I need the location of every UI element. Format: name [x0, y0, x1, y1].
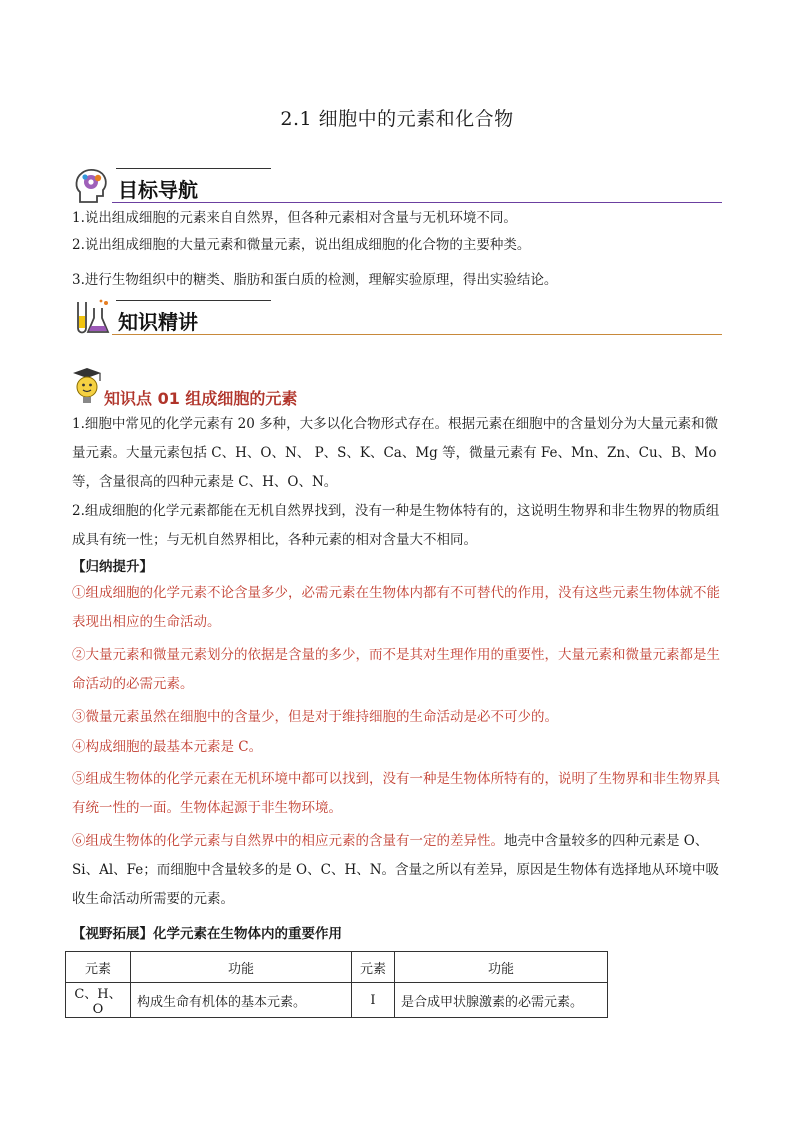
- brain-gears-icon: [72, 166, 112, 206]
- table-header-row: [66, 952, 608, 983]
- header-topline: [116, 168, 271, 169]
- section-header-knowledge: [72, 298, 722, 338]
- summary-item-6-highlight: ⑥组成生物体的化学元素与自然界中的相应元素的含量有一定的差异性。: [72, 833, 504, 849]
- summary-item-6: [72, 827, 724, 914]
- summary-item-6-text: 地壳中含量较多的四种元素是 O、Si、Al、Fe；而细胞中含量较多的是 O、C、H、N。含量之所以有差异，原因是生物体有选择地从环境中吸收生命活动所需要的元素。: [72, 833, 720, 907]
- lightbulb-icon: [70, 366, 104, 406]
- section-underline: [112, 202, 722, 203]
- knowledge-point-header: [70, 366, 470, 406]
- table-cell: I: [352, 983, 395, 1018]
- table-cell: 构成生命有机体的基本元素。: [131, 983, 352, 1018]
- section-title-knowledge: 知识精讲: [118, 310, 198, 334]
- section-title-goals: 目标导航: [118, 178, 198, 202]
- summary-item-5: ⑤组成生物体的化学元素在无机环境中都可以找到，没有一种是生物体所特有的，说明了生物界和非生物界具有统一性的一面。生物体起源于非生物环境。: [72, 771, 720, 816]
- elements-table: [65, 951, 608, 1018]
- table-row: [66, 983, 608, 1018]
- page-title: 2.1 细胞中的元素和化合物: [280, 108, 514, 130]
- expand-heading: 【视野拓展】化学元素在生物体内的重要作用: [72, 926, 342, 942]
- summary-item-2: ②大量元素和微量元素划分的依据是含量的多少，而不是其对生理作用的重要性，大量元素和微量元素都是生命活动的必需元素。: [72, 647, 720, 692]
- table-cell: C、H、O: [66, 983, 131, 1018]
- table-header-cell: 功能: [395, 952, 608, 983]
- goal-3: 3.进行生物组织中的糖类、脂肪和蛋白质的检测，理解实验原理，得出实验结论。: [72, 272, 558, 288]
- paragraph-2: 2.组成细胞的化学元素都能在无机自然界找到，没有一种是生物体特有的，这说明生物界和非生物界的物质组成具有统一性；与无机自然界相比，各种元素的相对含量大不相同。: [72, 503, 720, 548]
- summary-item-1: ①组成细胞的化学元素不论含量多少，必需元素在生物体内都有不可替代的作用，没有这些元素生物体就不能表现出相应的生命活动。: [72, 585, 720, 630]
- section-header-goals: [72, 166, 722, 206]
- summary-item-3: ③微量元素虽然在细胞中的含量少，但是对于维持细胞的生命活动是必不可少的。: [72, 709, 558, 725]
- table-cell: 是合成甲状腺激素的必需元素。: [395, 983, 608, 1018]
- flask-icon: [72, 298, 112, 338]
- header-topline: [116, 300, 271, 301]
- goal-1: 1.说出组成细胞的元素来自自然界，但各种元素相对含量与无机环境不同。: [72, 210, 517, 226]
- summary-item-4: ④构成细胞的最基本元素是 C。: [72, 739, 263, 755]
- table-header-cell: 元素: [352, 952, 395, 983]
- table-header-cell: 功能: [131, 952, 352, 983]
- knowledge-point-title: 知识点 01 组成细胞的元素: [104, 389, 298, 408]
- goal-2: 2.说出组成细胞的大量元素和微量元素，说出组成细胞的化合物的主要种类。: [72, 237, 531, 253]
- summary-heading: 【归纳提升】: [72, 559, 153, 575]
- paragraph-1: 1.细胞中常见的化学元素有 20 多种，大多以化合物形式存在。根据元素在细胞中的含量划分为大量元素和微量元素。大量元素包括 C、H、O、N、 P、S、K、Ca、Mg 等，微量元素有 Fe、Mn、Zn、Cu、B、Mo 等，含量很高的四种元素是 C、H、O、N。: [72, 416, 719, 490]
- section-underline: [112, 334, 722, 335]
- table-header-cell: 元素: [66, 952, 131, 983]
